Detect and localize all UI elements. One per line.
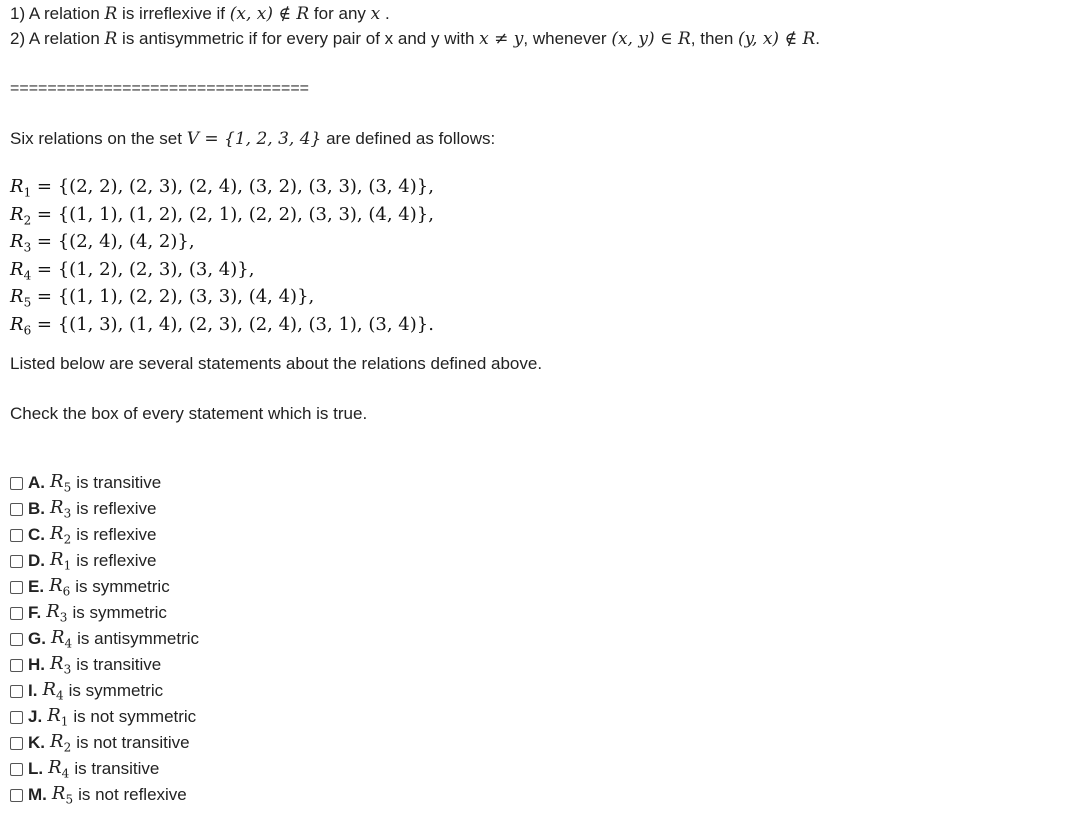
option-key: M. <box>28 785 47 804</box>
relation-set: = {(1, 2), (2, 3), (3, 4)}, <box>31 258 255 280</box>
checkbox[interactable] <box>10 555 23 568</box>
math-var: x <box>370 4 381 24</box>
definition-irreflexive <box>10 4 390 24</box>
relation-subscript: 2 <box>23 213 32 228</box>
definition-text: . <box>815 29 820 48</box>
relation-subscript: 5 <box>23 295 32 310</box>
option-text: is symmetric <box>72 603 167 622</box>
option-key: H. <box>28 655 45 674</box>
relation-name: R <box>10 258 24 280</box>
relation-2 <box>10 204 434 232</box>
checkbox[interactable] <box>10 763 23 776</box>
options-list <box>10 470 199 808</box>
definition-text: is irreflexive if <box>117 4 230 23</box>
math-expression: (x, x) ∉ R <box>229 4 310 24</box>
relation-subscript: 6 <box>23 323 32 338</box>
relations-list <box>10 176 434 342</box>
option-relation-subscript: 3 <box>59 610 68 625</box>
math-expression: (x, y) ∈ R <box>611 29 691 49</box>
checkbox[interactable] <box>10 711 23 724</box>
option-key: K. <box>28 733 45 752</box>
option-relation-subscript: 3 <box>63 662 72 677</box>
checkbox[interactable] <box>10 581 23 594</box>
checkbox[interactable] <box>10 607 23 620</box>
option-relation: $R_3$ <box>46 601 68 625</box>
option-text: is reflexive <box>76 525 157 544</box>
option-relation-subscript: 1 <box>60 714 69 729</box>
checkbox[interactable] <box>10 659 23 672</box>
option-c[interactable] <box>10 522 199 548</box>
option-g[interactable] <box>10 626 199 652</box>
option-key: F. <box>28 603 42 622</box>
option-relation-subscript: 4 <box>56 688 64 703</box>
checkbox[interactable] <box>10 737 23 750</box>
option-i[interactable] <box>10 678 199 704</box>
option-relation-subscript: 6 <box>62 584 71 599</box>
option-key: E. <box>28 577 45 596</box>
option-text: is reflexive <box>76 551 157 570</box>
instruction-text: Check the box of every statement which is true. <box>10 404 368 423</box>
option-relation: $R_2$ <box>50 731 72 755</box>
option-h[interactable] <box>10 652 199 678</box>
relation-set: = {(1, 1), (2, 2), (3, 3), (4, 4)}, <box>31 286 315 308</box>
option-text: is not symmetric <box>73 707 197 726</box>
checkbox[interactable] <box>10 477 23 490</box>
checkbox[interactable] <box>10 789 23 802</box>
option-key: L. <box>28 759 44 778</box>
option-text: is transitive <box>76 655 162 674</box>
option-text: is antisymmetric <box>77 629 200 648</box>
option-relation-subscript: 5 <box>63 480 72 495</box>
definition-text: , then <box>690 29 739 48</box>
option-relation-subscript: 4 <box>64 636 73 651</box>
relation-subscript: 1 <box>23 185 32 200</box>
intro-text-part: Six relations on the set <box>10 129 187 148</box>
relation-set: = {(2, 4), (4, 2)}, <box>31 231 195 253</box>
option-relation: $R_4$ <box>48 757 70 781</box>
option-key: I. <box>28 681 38 700</box>
option-relation: $R_5$ <box>51 783 74 807</box>
definition-antisymmetric <box>10 29 820 49</box>
option-relation: $R_4$ <box>50 627 73 651</box>
option-key: A. <box>28 473 45 492</box>
option-b[interactable] <box>10 496 199 522</box>
option-text: is transitive <box>76 473 162 492</box>
option-d[interactable] <box>10 548 199 574</box>
listed-text: Listed below are several statements about the relations defined above. <box>10 354 543 373</box>
option-key: G. <box>28 629 46 648</box>
relation-4 <box>10 259 434 287</box>
intro-text-part: are defined as follows: <box>321 129 496 148</box>
option-relation-subscript: 2 <box>63 740 72 755</box>
option-relation: $R_5$ <box>50 471 72 495</box>
option-m[interactable] <box>10 782 199 808</box>
option-relation-subscript: 4 <box>61 766 70 781</box>
option-key: C. <box>28 525 45 544</box>
option-e[interactable] <box>10 574 199 600</box>
math-expression: (y, x) ∉ R <box>738 29 816 49</box>
option-key: B. <box>28 499 45 518</box>
option-relation: $R_1$ <box>50 549 72 573</box>
option-text: is symmetric <box>75 577 170 596</box>
separator: ================================ <box>10 80 309 97</box>
definition-text: , whenever <box>523 29 612 48</box>
option-k[interactable] <box>10 730 199 756</box>
checkbox[interactable] <box>10 503 23 516</box>
option-relation: $R_3$ <box>50 653 72 677</box>
relation-6 <box>10 314 434 342</box>
relation-name: R <box>10 203 24 225</box>
option-text: is symmetric <box>68 681 164 700</box>
relation-set: = {(1, 3), (1, 4), (2, 3), (2, 4), (3, 1), (3, 4)}. <box>31 313 434 335</box>
definition-text: . <box>380 4 390 23</box>
option-relation: $R_3$ <box>50 497 72 521</box>
option-l[interactable] <box>10 756 199 782</box>
math-expression: x ≠ y <box>479 29 524 49</box>
relation-name: R <box>10 313 24 335</box>
option-relation-subscript: 3 <box>63 506 72 521</box>
relation-name: R <box>10 286 24 308</box>
definition-text: 2) A relation <box>10 29 105 48</box>
option-text: is not reflexive <box>78 785 187 804</box>
intro-text <box>10 129 495 149</box>
math-var: R <box>104 29 118 49</box>
option-relation-subscript: 5 <box>65 792 74 807</box>
relation-set: = {(2, 2), (2, 3), (2, 4), (3, 2), (3, 3), (3, 4)}, <box>31 176 434 197</box>
relation-subscript: 3 <box>23 240 32 255</box>
definition-text: for any <box>309 4 371 23</box>
option-relation: $R_6$ <box>49 575 71 599</box>
checkbox[interactable] <box>10 685 23 698</box>
definition-text: 1) A relation <box>10 4 105 23</box>
checkbox[interactable] <box>10 529 23 542</box>
relation-name: R <box>10 231 24 253</box>
relation-5 <box>10 286 434 314</box>
option-relation-subscript: 2 <box>63 532 72 547</box>
math-var: R <box>104 4 118 24</box>
option-text: is reflexive <box>76 499 157 518</box>
option-text: is not transitive <box>76 733 190 752</box>
option-key: J. <box>28 707 43 726</box>
option-relation: $R_4$ <box>42 679 64 703</box>
relation-subscript: 4 <box>23 268 32 283</box>
checkbox[interactable] <box>10 633 23 646</box>
option-key: D. <box>28 551 45 570</box>
option-relation: $R_2$ <box>50 523 72 547</box>
option-relation: $R_1$ <box>47 705 69 729</box>
relation-3 <box>10 231 434 259</box>
option-relation-subscript: 1 <box>63 558 72 573</box>
option-text: is transitive <box>74 759 160 778</box>
option-j[interactable] <box>10 704 199 730</box>
option-a[interactable] <box>10 470 199 496</box>
option-f[interactable] <box>10 600 199 626</box>
math-expression: V = {1, 2, 3, 4} <box>186 129 322 149</box>
relation-1 <box>10 176 434 204</box>
definition-text: is antisymmetric if for every pair of x and y with <box>117 29 480 48</box>
relation-name: R <box>10 176 24 197</box>
relation-set: = {(1, 1), (1, 2), (2, 1), (2, 2), (3, 3), (4, 4)}, <box>31 203 434 225</box>
